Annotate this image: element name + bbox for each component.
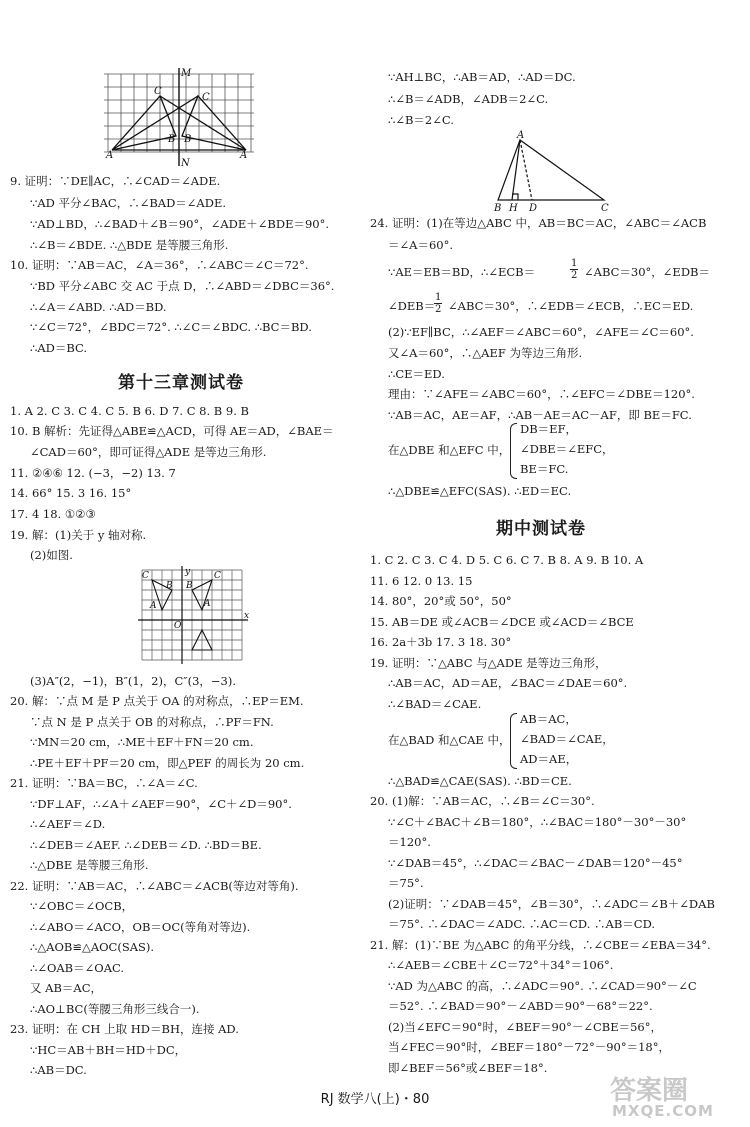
text-line: (2)证明：∵∠DAB＝45°，∠B＝30°，∴∠ADC＝∠B＋∠DAB bbox=[388, 897, 715, 911]
brace bbox=[510, 713, 517, 769]
text-line: ∴AD＝BC. bbox=[30, 341, 88, 355]
brace-item: ∠DBE＝∠EFC， bbox=[520, 442, 614, 456]
page-footer: RJ 数学八(上)・80 bbox=[320, 1092, 430, 1107]
label-D: D bbox=[529, 203, 538, 214]
text-line: 20. 解：∵点 M 是 P 点关于 OA 的对称点，∴EP＝EM. bbox=[10, 694, 304, 708]
text-line: ＝120°. bbox=[388, 835, 431, 849]
label-B: B bbox=[168, 134, 176, 145]
fraction-denominator: 2 bbox=[435, 304, 442, 315]
text-line: 21. 证明：∵BA＝BC，∴∠A＝∠C. bbox=[10, 776, 198, 790]
text-line: ∴∠A＝∠ABD. ∴AD＝BD. bbox=[30, 300, 167, 314]
text-line: ∴∠B＝2∠C. bbox=[388, 113, 454, 127]
brace-item: ∠BAD＝∠CAE， bbox=[520, 732, 614, 746]
text-line: ∵点 N 是 P 点关于 OB 的对称点，∴PF＝FN. bbox=[30, 715, 274, 729]
text-line: ∵∠OBC＝∠OCB， bbox=[30, 899, 134, 913]
text-line: ∵∠C＝72°，∠BDC＝72°. ∴∠C＝∠BDC. ∴BC＝BD. bbox=[30, 320, 312, 334]
label-A1: A bbox=[240, 150, 248, 161]
text-line: ∵AE＝EB＝BD，∴∠ECB＝ bbox=[388, 265, 536, 279]
text-line: ∠ABC＝30°，∠EDB＝ bbox=[584, 265, 710, 279]
label-y: y bbox=[185, 567, 191, 577]
text-line: ∴△BAD≌△CAE(SAS). ∴BD＝CE. bbox=[388, 774, 572, 788]
text-line: ∵AB＝AC，AE＝AF，∴AB－AE＝AC－AF，即 BE＝FC. bbox=[388, 408, 692, 422]
label-A: A bbox=[106, 150, 114, 161]
text-line: ∠ABC＝30°，∴∠EDB＝∠ECB，∴EC＝ED. bbox=[448, 299, 694, 313]
fraction-denominator: 2 bbox=[571, 270, 578, 281]
label-H: H bbox=[509, 203, 518, 214]
label-O: O bbox=[174, 621, 182, 631]
text-line: ∠CAD＝60°，即可证得△ADE 是等边三角形. bbox=[30, 445, 267, 459]
text-line: (3)A″(2，−1)，B″(1，2)，C″(3，−3). bbox=[30, 674, 236, 688]
text-line: 又∠A＝60°，∴△AEF 为等边三角形. bbox=[388, 346, 583, 360]
text-line: ∴AB＝AC，AD＝AE，∠BAC＝∠DAE＝60°. bbox=[388, 676, 628, 690]
text-line: 1. A 2. C 3. C 4. C 5. B 6. D 7. C 8. B 9. B bbox=[10, 404, 249, 418]
text-line: ∵∠DAB＝45°，∴∠DAC＝∠BAC－∠DAB＝120°－45° bbox=[388, 856, 683, 870]
text-line: 19. 证明：∵△ABC 与△ADE 是等边三角形， bbox=[370, 656, 607, 670]
label-A1: A bbox=[204, 599, 211, 609]
triangle-figure bbox=[492, 130, 612, 212]
label-B1: B bbox=[184, 134, 192, 145]
fraction-numerator: 1 bbox=[435, 292, 442, 303]
text-line: 理由：∵∠AFE＝∠ABC＝60°，∴∠EFC＝∠DBE＝120°. bbox=[388, 387, 695, 401]
label-B: B bbox=[494, 203, 502, 214]
label-A: A bbox=[517, 130, 525, 141]
text-line: 10. 证明：∵AB＝AC，∠A＝36°，∴∠ABC＝∠C＝72°. bbox=[10, 258, 309, 272]
fraction-half bbox=[570, 258, 578, 281]
label-C: C bbox=[601, 203, 609, 214]
text-line: 1. C 2. C 3. C 4. D 5. C 6. C 7. B 8. A 9. B 10. A bbox=[370, 553, 644, 567]
text-line: 23. 证明：在 CH 上取 HD＝BH，连接 AD. bbox=[10, 1022, 239, 1036]
text-line: ＝52°. ∴∠BAD＝90°－∠ABD＝90°－68°＝22°. bbox=[388, 999, 653, 1013]
label-C: C bbox=[154, 86, 162, 97]
text-line: ＝∠A＝60°. bbox=[388, 238, 453, 252]
label-C1: C bbox=[214, 571, 221, 581]
text-line: 22. 证明：∵AB＝AC，∴∠ABC＝∠ACB(等边对等角). bbox=[10, 879, 299, 893]
text-line: 即∠BEF＝56°或∠BEF＝18°. bbox=[388, 1061, 548, 1075]
fraction-half bbox=[434, 292, 442, 315]
text-line: 19. 解：(1)关于 y 轴对称. bbox=[10, 528, 147, 542]
text-line: 11. ②④⑥ 12. (−3，−2) 13. 7 bbox=[10, 466, 176, 480]
text-line: ∵AD 为△ABC 的高，∴∠ADC＝90°. ∴∠CAD＝90°－∠C bbox=[388, 979, 697, 993]
brace-lead: 在△DBE 和△EFC 中， bbox=[388, 443, 511, 457]
text-line: ∴∠B＝∠ADB，∠ADB＝2∠C. bbox=[388, 92, 549, 106]
text-line: ∴∠AEB＝∠CBE＋∠C＝72°＋34°＝106°. bbox=[388, 958, 614, 972]
text-line: ∵BD 平分∠ABC 交 AC 于点 D，∴∠ABD＝∠DBC＝36°. bbox=[30, 279, 335, 293]
text-line: ∴△AOB≌△AOC(SAS). bbox=[30, 940, 155, 954]
label-B: B bbox=[166, 581, 173, 591]
brace bbox=[510, 423, 517, 479]
label-N: N bbox=[181, 158, 190, 169]
text-line: ∴∠OAB＝∠OAC. bbox=[30, 961, 125, 975]
text-line: 17. 4 18. ①②③ bbox=[10, 507, 96, 521]
watermark-logo: 答案圈 bbox=[610, 1076, 689, 1106]
coordinate-grid-figure bbox=[138, 566, 250, 666]
section-title-midterm: 期中测试卷 bbox=[496, 519, 586, 539]
text-line: ∴∠B＝∠BDE. ∴△BDE 是等腰三角形. bbox=[30, 238, 229, 252]
label-M: M bbox=[181, 68, 192, 79]
text-line: 14. 80°，20°或 50°，50° bbox=[370, 594, 512, 608]
text-line: 当∠FEC＝90°时，∠BEF＝180°－72°－90°＝18°， bbox=[388, 1040, 671, 1054]
text-line: ∵∠C＋∠BAC＋∠B＝180°，∴∠BAC＝180°－30°－30° bbox=[388, 815, 687, 829]
brace-item: DB＝EF， bbox=[520, 422, 578, 436]
text-line: 又 AB＝AC， bbox=[30, 981, 103, 995]
text-line: ∠DEB＝ bbox=[388, 299, 436, 313]
label-C1: C bbox=[202, 92, 210, 103]
text-line: 16. 2a＋3b 17. 3 18. 30° bbox=[370, 635, 512, 649]
text-line: ∵HC＝AB＋BH＝HD＋DC， bbox=[30, 1043, 187, 1057]
text-line: ∴△DBE≌△EFC(SAS). ∴ED＝EC. bbox=[388, 484, 572, 498]
text-line: ∵DF⊥AF，∴∠A＋∠AEF＝90°，∠C＋∠D＝90°. bbox=[30, 797, 292, 811]
text-line: ∴AO⊥BC(等腰三角形三线合一). bbox=[30, 1002, 200, 1016]
text-line: 24. 证明：(1)在等边△ABC 中，AB＝BC＝AC，∠ABC＝∠ACB bbox=[370, 216, 707, 230]
text-line: ∴CE＝ED. bbox=[388, 367, 445, 381]
label-C: C bbox=[142, 571, 149, 581]
label-A: A bbox=[150, 601, 157, 611]
text-line: 15. AB＝DE 或∠ACB＝∠DCE 或∠ACD＝∠BCE bbox=[370, 615, 634, 629]
brace-lead: 在△BAD 和△CAE 中， bbox=[388, 733, 511, 747]
label-B1: B bbox=[186, 581, 193, 591]
text-line: (2)如图. bbox=[30, 548, 73, 562]
text-line: 14. 66° 15. 3 16. 15° bbox=[10, 486, 132, 500]
text-line: ∴∠BAD＝∠CAE. bbox=[388, 697, 482, 711]
brace-item: AB＝AC， bbox=[520, 712, 577, 726]
text-line: ∴∠DEB＝∠AEF. ∴∠DEB＝∠D. ∴BD＝BE. bbox=[30, 838, 262, 852]
text-line: 9. 证明：∵DE∥AC，∴∠CAD＝∠ADE. bbox=[10, 174, 221, 188]
text-line: ∴∠ABO＝∠ACO，OB＝OC(等角对等边). bbox=[30, 920, 251, 934]
section-title-ch13: 第十三章测试卷 bbox=[118, 373, 244, 393]
text-line: ∵AH⊥BC，∴AB＝AD，∴AD＝DC. bbox=[388, 70, 576, 84]
text-line: (2)∵EF∥BC，∴∠AEF＝∠ABC＝60°，∠AFE＝∠C＝60°. bbox=[388, 325, 694, 339]
text-line: ∴∠AEF＝∠D. bbox=[30, 817, 106, 831]
text-line: ∴△DBE 是等腰三角形. bbox=[30, 858, 149, 872]
text-line: ＝75°. ∴∠DAC＝∠ADC. ∴AC＝CD. ∴AB＝CD. bbox=[388, 917, 656, 931]
text-line: 10. B 解析：先证得△ABE≌△ACD，可得 AE＝AD，∠BAE＝ bbox=[10, 424, 334, 438]
text-line: ∵AD 平分∠BAC，∴∠BAD＝∠ADE. bbox=[30, 196, 227, 210]
text-line: ∴PE＋EF＋PF＝20 cm，即△PEF 的周长为 20 cm. bbox=[30, 756, 305, 770]
brace-item: AD＝AE， bbox=[520, 752, 578, 766]
text-line: ∵MN＝20 cm，∴ME＋EF＋FN＝20 cm. bbox=[30, 735, 254, 749]
text-line: 20. (1)解：∵AB＝AC，∴∠B＝∠C＝30°. bbox=[370, 794, 595, 808]
brace-item: BE＝FC. bbox=[520, 462, 569, 476]
text-line: 21. 解：(1)∵BE 为△ABC 的角平分线，∴∠CBE＝∠EBA＝34°. bbox=[370, 938, 711, 952]
text-line: (2)当∠EFC＝90°时，∠BEF＝90°－∠CBE＝56°， bbox=[388, 1020, 662, 1034]
grid-figure-mirror bbox=[104, 66, 264, 170]
watermark-url: MXQE.COM bbox=[612, 1102, 714, 1120]
text-line: 11. 6 12. 0 13. 15 bbox=[370, 574, 473, 588]
label-x: x bbox=[244, 611, 250, 621]
fraction-numerator: 1 bbox=[571, 258, 578, 269]
text-line: ∵AD⊥BD，∴∠BAD＋∠B＝90°，∠ADE＋∠BDE＝90°. bbox=[30, 217, 330, 231]
text-line: ∴AB＝DC. bbox=[30, 1063, 87, 1077]
text-line: ＝75°. bbox=[388, 876, 424, 890]
